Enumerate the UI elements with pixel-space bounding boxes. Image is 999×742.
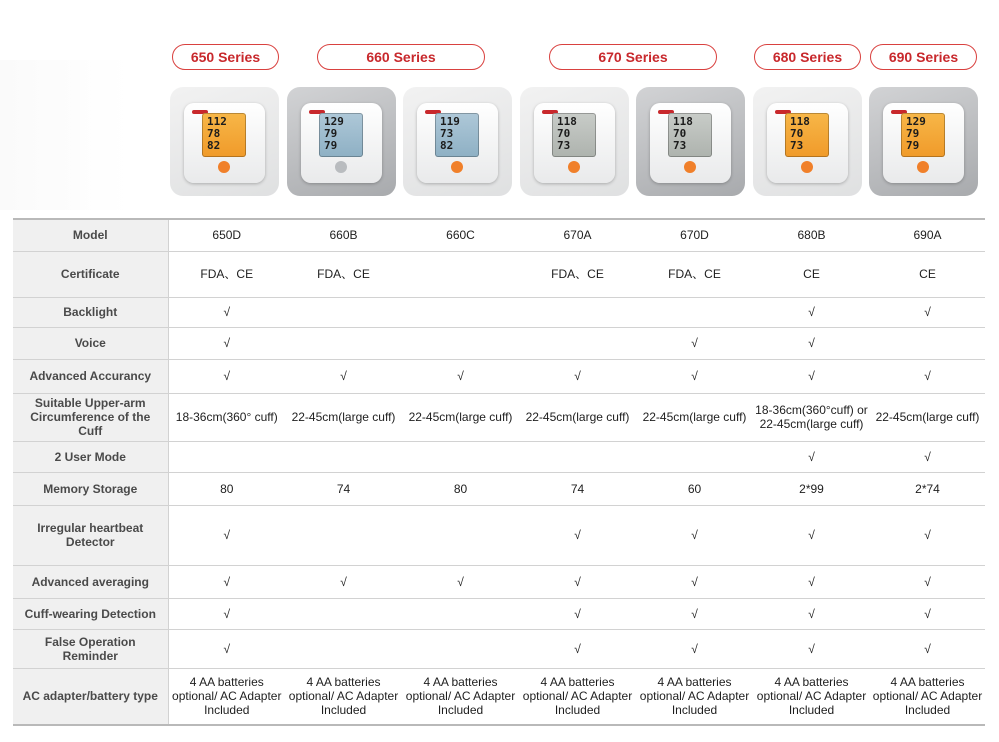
row-label: False Operation Reminder: [13, 629, 168, 668]
check-mark: √: [870, 441, 985, 472]
table-cell: 660C: [402, 219, 519, 251]
lcd-reading: 112: [207, 115, 227, 128]
table-cell: 4 AA batteries optional/ AC Adapter Included: [870, 668, 985, 725]
table-row: [13, 441, 985, 472]
check-mark: √: [168, 505, 285, 565]
monitor-device: [301, 103, 382, 183]
spec-comparison-table: [13, 218, 985, 726]
table-cell: [402, 441, 519, 472]
check-mark: √: [870, 297, 985, 327]
table-cell: 680B: [753, 219, 870, 251]
lcd-screen: [435, 113, 479, 157]
monitor-device: [650, 103, 731, 183]
lcd-digits: [790, 116, 810, 152]
lcd-screen: [552, 113, 596, 157]
check-mark: √: [636, 565, 753, 598]
lcd-digits: [906, 116, 926, 152]
table-cell: CE: [753, 251, 870, 297]
table-cell: [636, 297, 753, 327]
lcd-reading: 79: [324, 139, 338, 152]
table-cell: [402, 327, 519, 359]
lcd-digits: [324, 116, 344, 152]
monitor-device: [184, 103, 265, 183]
table-row: [13, 219, 985, 251]
row-label: Advanced Accurancy: [13, 359, 168, 393]
lcd-digits: [557, 116, 577, 152]
table-cell: 2*99: [753, 472, 870, 505]
lcd-reading: 82: [440, 139, 454, 152]
row-label: Certificate: [13, 251, 168, 297]
table-row: [13, 598, 985, 629]
lcd-digits: [207, 116, 227, 152]
table-cell: 4 AA batteries optional/ AC Adapter Included: [636, 668, 753, 725]
table-cell: [519, 441, 636, 472]
product-image-5: [753, 87, 862, 196]
start-button-icon: [335, 161, 347, 173]
start-button-icon: [684, 161, 696, 173]
check-mark: √: [519, 629, 636, 668]
lcd-reading: 78: [207, 127, 221, 140]
start-button-icon: [568, 161, 580, 173]
check-mark: √: [870, 629, 985, 668]
table-cell: [285, 297, 402, 327]
lcd-reading: 82: [207, 139, 221, 152]
check-mark: √: [753, 598, 870, 629]
table-cell: 74: [285, 472, 402, 505]
table-row: [13, 359, 985, 393]
table-cell: [402, 251, 519, 297]
table-cell: FDA、CE: [519, 251, 636, 297]
lcd-reading: 129: [906, 115, 926, 128]
check-mark: √: [168, 598, 285, 629]
series-690-label: 690 Series: [870, 44, 977, 70]
check-mark: √: [870, 359, 985, 393]
check-mark: √: [636, 359, 753, 393]
table-row: [13, 251, 985, 297]
table-cell: 60: [636, 472, 753, 505]
lcd-reading: 79: [906, 127, 920, 140]
row-label: Suitable Upper-arm Circumference of the Cuff: [13, 393, 168, 441]
table-cell: [402, 505, 519, 565]
table-cell: 22-45cm(large cuff): [519, 393, 636, 441]
lcd-reading: 73: [557, 139, 571, 152]
table-cell: 670D: [636, 219, 753, 251]
table-cell: [402, 297, 519, 327]
table-cell: [285, 441, 402, 472]
table-row: [13, 505, 985, 565]
check-mark: √: [168, 359, 285, 393]
lcd-reading: 73: [673, 139, 687, 152]
lcd-reading: 119: [440, 115, 460, 128]
check-mark: √: [753, 505, 870, 565]
check-mark: √: [402, 359, 519, 393]
table-cell: [285, 327, 402, 359]
table-cell: [519, 327, 636, 359]
table-row: [13, 565, 985, 598]
product-image-0: [170, 87, 279, 196]
table-row: [13, 393, 985, 441]
check-mark: √: [519, 359, 636, 393]
check-mark: √: [519, 565, 636, 598]
lcd-digits: [673, 116, 693, 152]
table-cell: [168, 441, 285, 472]
table-cell: FDA、CE: [285, 251, 402, 297]
table-cell: 4 AA batteries optional/ AC Adapter Included: [168, 668, 285, 725]
row-label: Cuff-wearing Detection: [13, 598, 168, 629]
product-image-6: [869, 87, 978, 196]
row-label: Advanced averaging: [13, 565, 168, 598]
lcd-screen: [202, 113, 246, 157]
row-label: 2 User Mode: [13, 441, 168, 472]
row-label: Voice: [13, 327, 168, 359]
table-row: [13, 297, 985, 327]
check-mark: √: [285, 359, 402, 393]
row-label: Memory Storage: [13, 472, 168, 505]
check-mark: √: [870, 565, 985, 598]
table-cell: [519, 297, 636, 327]
table-cell: 2*74: [870, 472, 985, 505]
table-cell: [402, 598, 519, 629]
table-cell: 4 AA batteries optional/ AC Adapter Included: [402, 668, 519, 725]
lcd-reading: 70: [557, 127, 571, 140]
check-mark: √: [168, 327, 285, 359]
table-cell: 74: [519, 472, 636, 505]
lcd-reading: 129: [324, 115, 344, 128]
table-cell: 80: [402, 472, 519, 505]
table-cell: 22-45cm(large cuff): [636, 393, 753, 441]
table-cell: 18-36cm(360°cuff) or 22-45cm(large cuff): [753, 393, 870, 441]
table-row: [13, 327, 985, 359]
check-mark: √: [636, 598, 753, 629]
check-mark: √: [870, 598, 985, 629]
check-mark: √: [753, 327, 870, 359]
lcd-screen: [319, 113, 363, 157]
check-mark: √: [168, 297, 285, 327]
table-cell: 22-45cm(large cuff): [402, 393, 519, 441]
table-cell: 22-45cm(large cuff): [285, 393, 402, 441]
lcd-reading: 118: [557, 115, 577, 128]
row-label: Model: [13, 219, 168, 251]
check-mark: √: [636, 505, 753, 565]
table-cell: [636, 441, 753, 472]
table-cell: [285, 629, 402, 668]
lcd-screen: [785, 113, 829, 157]
check-mark: √: [168, 565, 285, 598]
check-mark: √: [168, 629, 285, 668]
product-image-2: [403, 87, 512, 196]
monitor-device: [534, 103, 615, 183]
lcd-reading: 118: [790, 115, 810, 128]
table-cell: [285, 505, 402, 565]
lcd-reading: 79: [324, 127, 338, 140]
check-mark: √: [285, 565, 402, 598]
start-button-icon: [218, 161, 230, 173]
lcd-digits: [440, 116, 460, 152]
check-mark: √: [519, 598, 636, 629]
table-cell: FDA、CE: [168, 251, 285, 297]
series-650-label: 650 Series: [172, 44, 279, 70]
series-680-label: 680 Series: [754, 44, 861, 70]
check-mark: √: [636, 327, 753, 359]
row-label: Backlight: [13, 297, 168, 327]
table-cell: 690A: [870, 219, 985, 251]
lcd-reading: 70: [790, 127, 804, 140]
table-cell: FDA、CE: [636, 251, 753, 297]
row-label: AC adapter/battery type: [13, 668, 168, 725]
table-cell: 670A: [519, 219, 636, 251]
series-660-label: 660 Series: [317, 44, 485, 70]
series-670-label: 670 Series: [549, 44, 717, 70]
table-cell: 4 AA batteries optional/ AC Adapter Included: [285, 668, 402, 725]
check-mark: √: [402, 565, 519, 598]
table-cell: [285, 598, 402, 629]
monitor-device: [417, 103, 498, 183]
lcd-reading: 79: [906, 139, 920, 152]
table-cell: 80: [168, 472, 285, 505]
check-mark: √: [870, 505, 985, 565]
row-label: Irregular heartbeat Detector: [13, 505, 168, 565]
table-cell: 4 AA batteries optional/ AC Adapter Included: [519, 668, 636, 725]
check-mark: √: [753, 297, 870, 327]
monitor-device: [883, 103, 964, 183]
start-button-icon: [801, 161, 813, 173]
product-image-4: [636, 87, 745, 196]
lcd-reading: 73: [440, 127, 454, 140]
table-cell: [402, 629, 519, 668]
check-mark: √: [753, 629, 870, 668]
lcd-screen: [901, 113, 945, 157]
check-mark: √: [753, 565, 870, 598]
background-shade: [0, 60, 130, 210]
table-cell: 4 AA batteries optional/ AC Adapter Included: [753, 668, 870, 725]
check-mark: √: [636, 629, 753, 668]
lcd-reading: 73: [790, 139, 804, 152]
start-button-icon: [451, 161, 463, 173]
check-mark: √: [519, 505, 636, 565]
table-cell: [870, 327, 985, 359]
table-row: [13, 629, 985, 668]
table-row: [13, 668, 985, 725]
check-mark: √: [753, 441, 870, 472]
table-cell: 660B: [285, 219, 402, 251]
table-cell: 22-45cm(large cuff): [870, 393, 985, 441]
product-image-1: [287, 87, 396, 196]
product-image-3: [520, 87, 629, 196]
table-cell: 650D: [168, 219, 285, 251]
start-button-icon: [917, 161, 929, 173]
table-cell: CE: [870, 251, 985, 297]
check-mark: √: [753, 359, 870, 393]
lcd-reading: 70: [673, 127, 687, 140]
table-cell: 18-36cm(360° cuff): [168, 393, 285, 441]
monitor-device: [767, 103, 848, 183]
lcd-reading: 118: [673, 115, 693, 128]
table-row: [13, 472, 985, 505]
lcd-screen: [668, 113, 712, 157]
